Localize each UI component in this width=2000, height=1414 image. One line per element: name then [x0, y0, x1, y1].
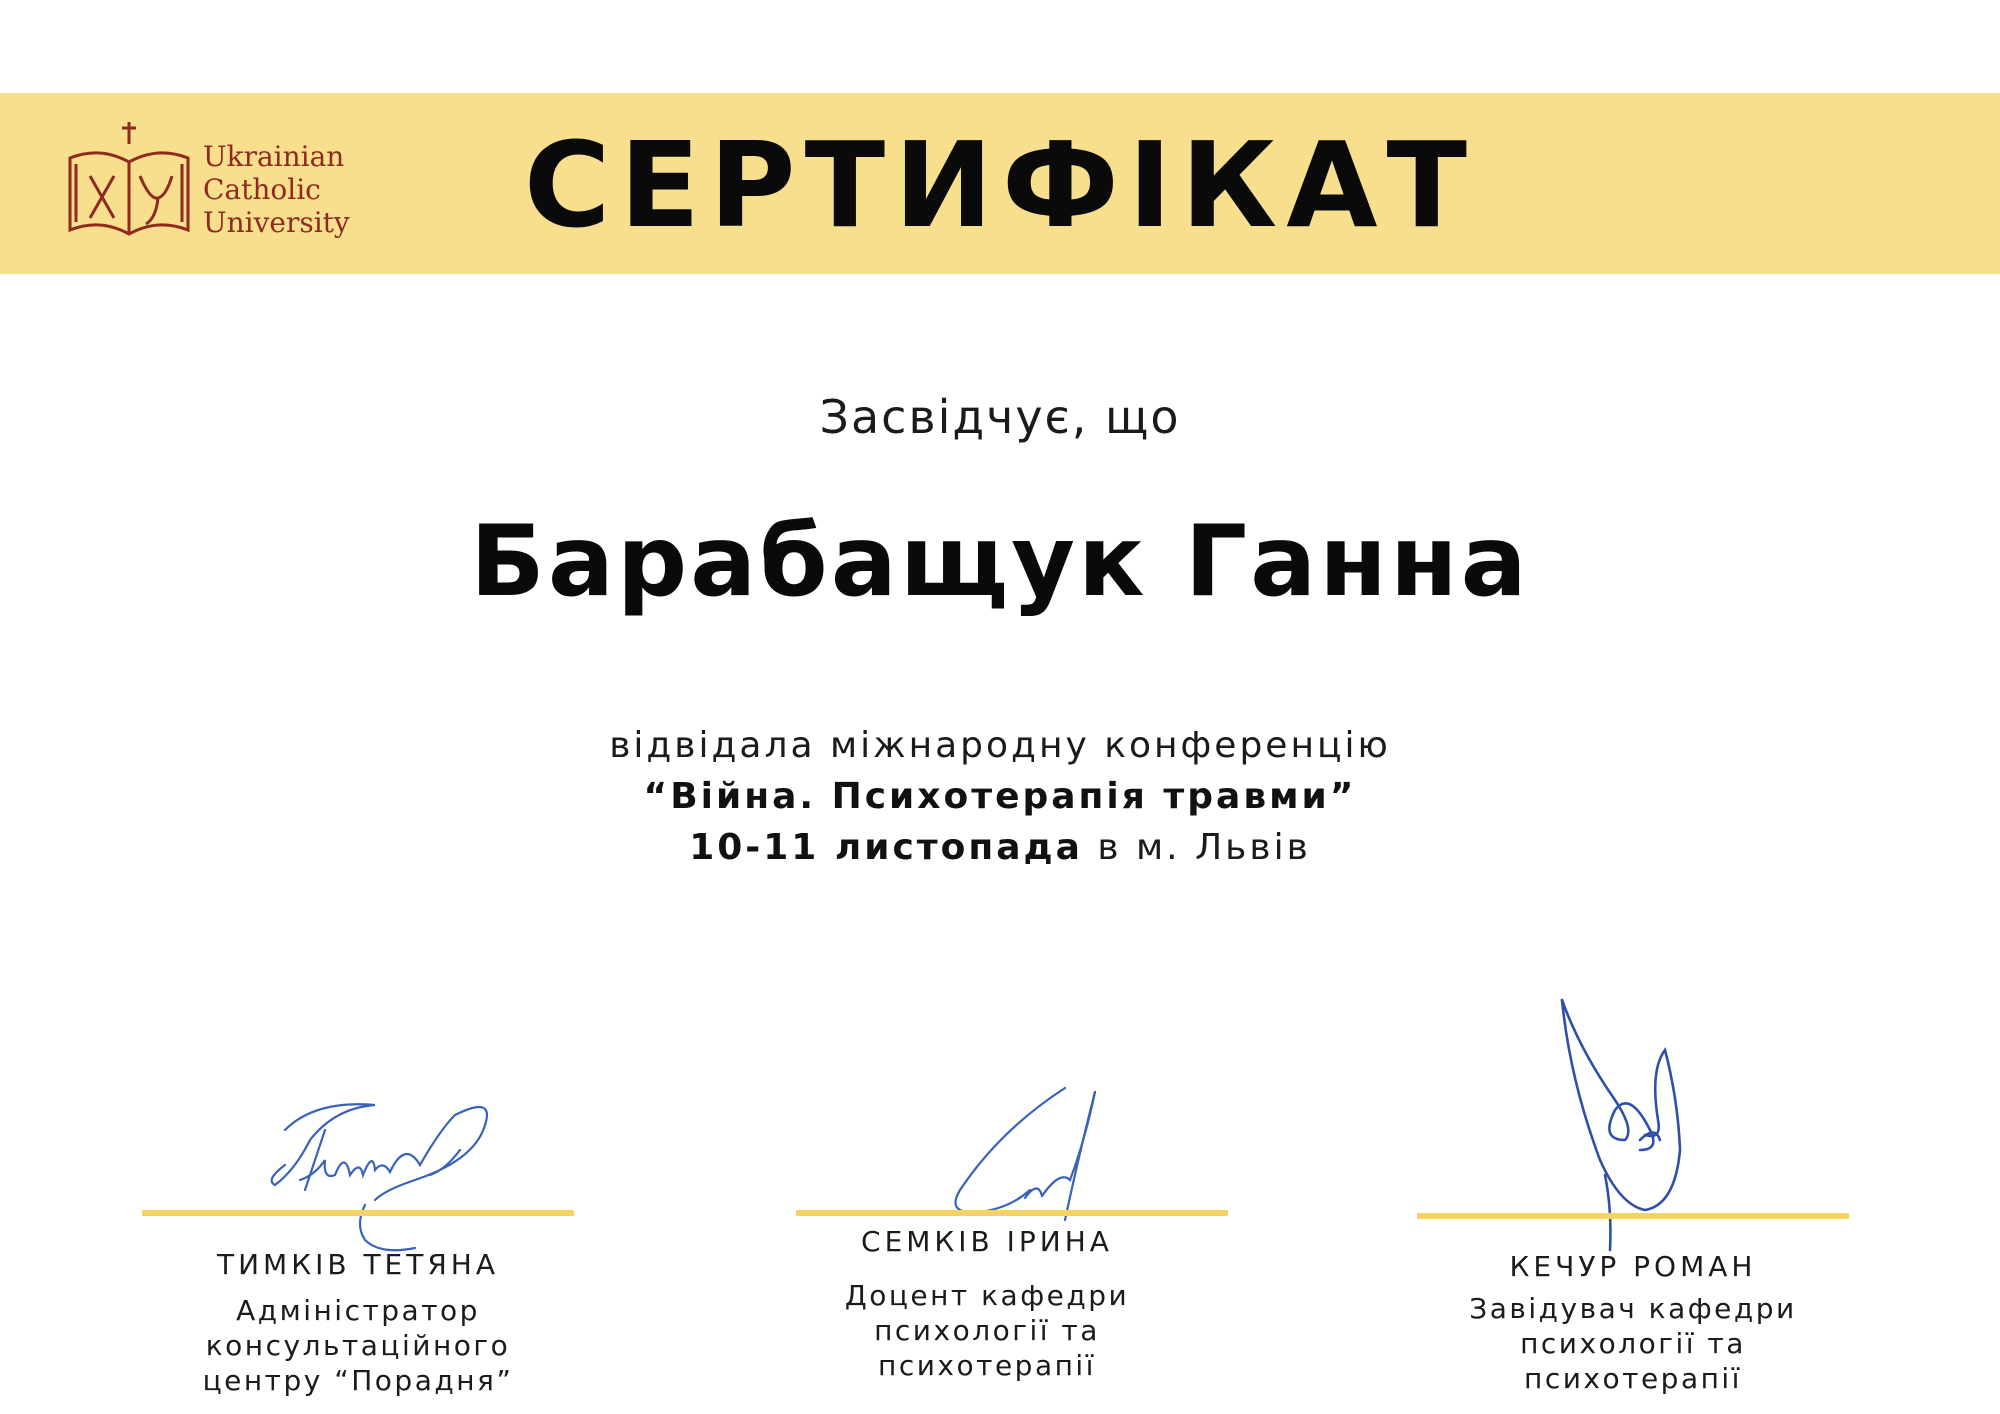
signature-line-1 [142, 1210, 574, 1216]
signatory-2-role-line-1: Доцент кафедри [844, 1279, 1130, 1312]
logo-line-2: Catholic [203, 173, 321, 206]
signatory-2-role-line-2: психології та [874, 1314, 1100, 1347]
signatory-3-role [1413, 1291, 1853, 1396]
conference-place: в м. Львів [1082, 827, 1311, 868]
signatory-3-name: КЕЧУР РОМАН [1509, 1250, 1757, 1283]
signatory-1-role [138, 1293, 578, 1398]
signatory-1 [138, 1248, 578, 1398]
date-place-line [0, 822, 2000, 873]
logo-line-1: Ukrainian [203, 140, 345, 173]
conference-dates: 10-11 листопада [689, 827, 1083, 868]
attendance-info [0, 720, 2000, 873]
signatory-3-role-line-1: Завідувач кафедри [1469, 1292, 1797, 1325]
signature-line-2 [796, 1210, 1228, 1216]
certifies-text: Засвідчує, що [819, 390, 1181, 444]
signatory-2-role-line-3: психотерапії [878, 1349, 1096, 1382]
certificate-title: СЕРТИФІКАТ [523, 116, 1477, 254]
signatory-1-role-line-1: Адміністратор [236, 1294, 480, 1327]
logo-line-3: University [203, 206, 350, 239]
signature-semkiv [920, 1080, 1150, 1240]
signatory-2 [767, 1225, 1207, 1383]
university-name [203, 140, 350, 239]
signatory-1-name: ТИМКІВ ТЕТЯНА [216, 1248, 499, 1281]
university-logo [62, 118, 362, 248]
signatory-2-name: СЕМКІВ ІРИНА [861, 1225, 1113, 1258]
signatory-3-role-line-3: психотерапії [1524, 1362, 1742, 1395]
signatory-1-role-line-3: центру “Порадня” [202, 1364, 514, 1397]
recipient-name: Барабащук Ганна [470, 505, 1530, 619]
signature-line-3 [1417, 1213, 1849, 1219]
signatory-3-role-line-2: психології та [1520, 1327, 1746, 1360]
conference-title: “Війна. Психотерапія травми” [643, 776, 1357, 817]
signatory-2-role [767, 1278, 1207, 1383]
signatory-1-role-line-2: консультаційного [205, 1329, 511, 1362]
attendance-line: відвідала міжнародну конференцію [609, 725, 1391, 766]
signatory-3 [1413, 1250, 1853, 1396]
signature-tymkiv [255, 1080, 505, 1260]
ucu-crest-icon [62, 118, 197, 248]
